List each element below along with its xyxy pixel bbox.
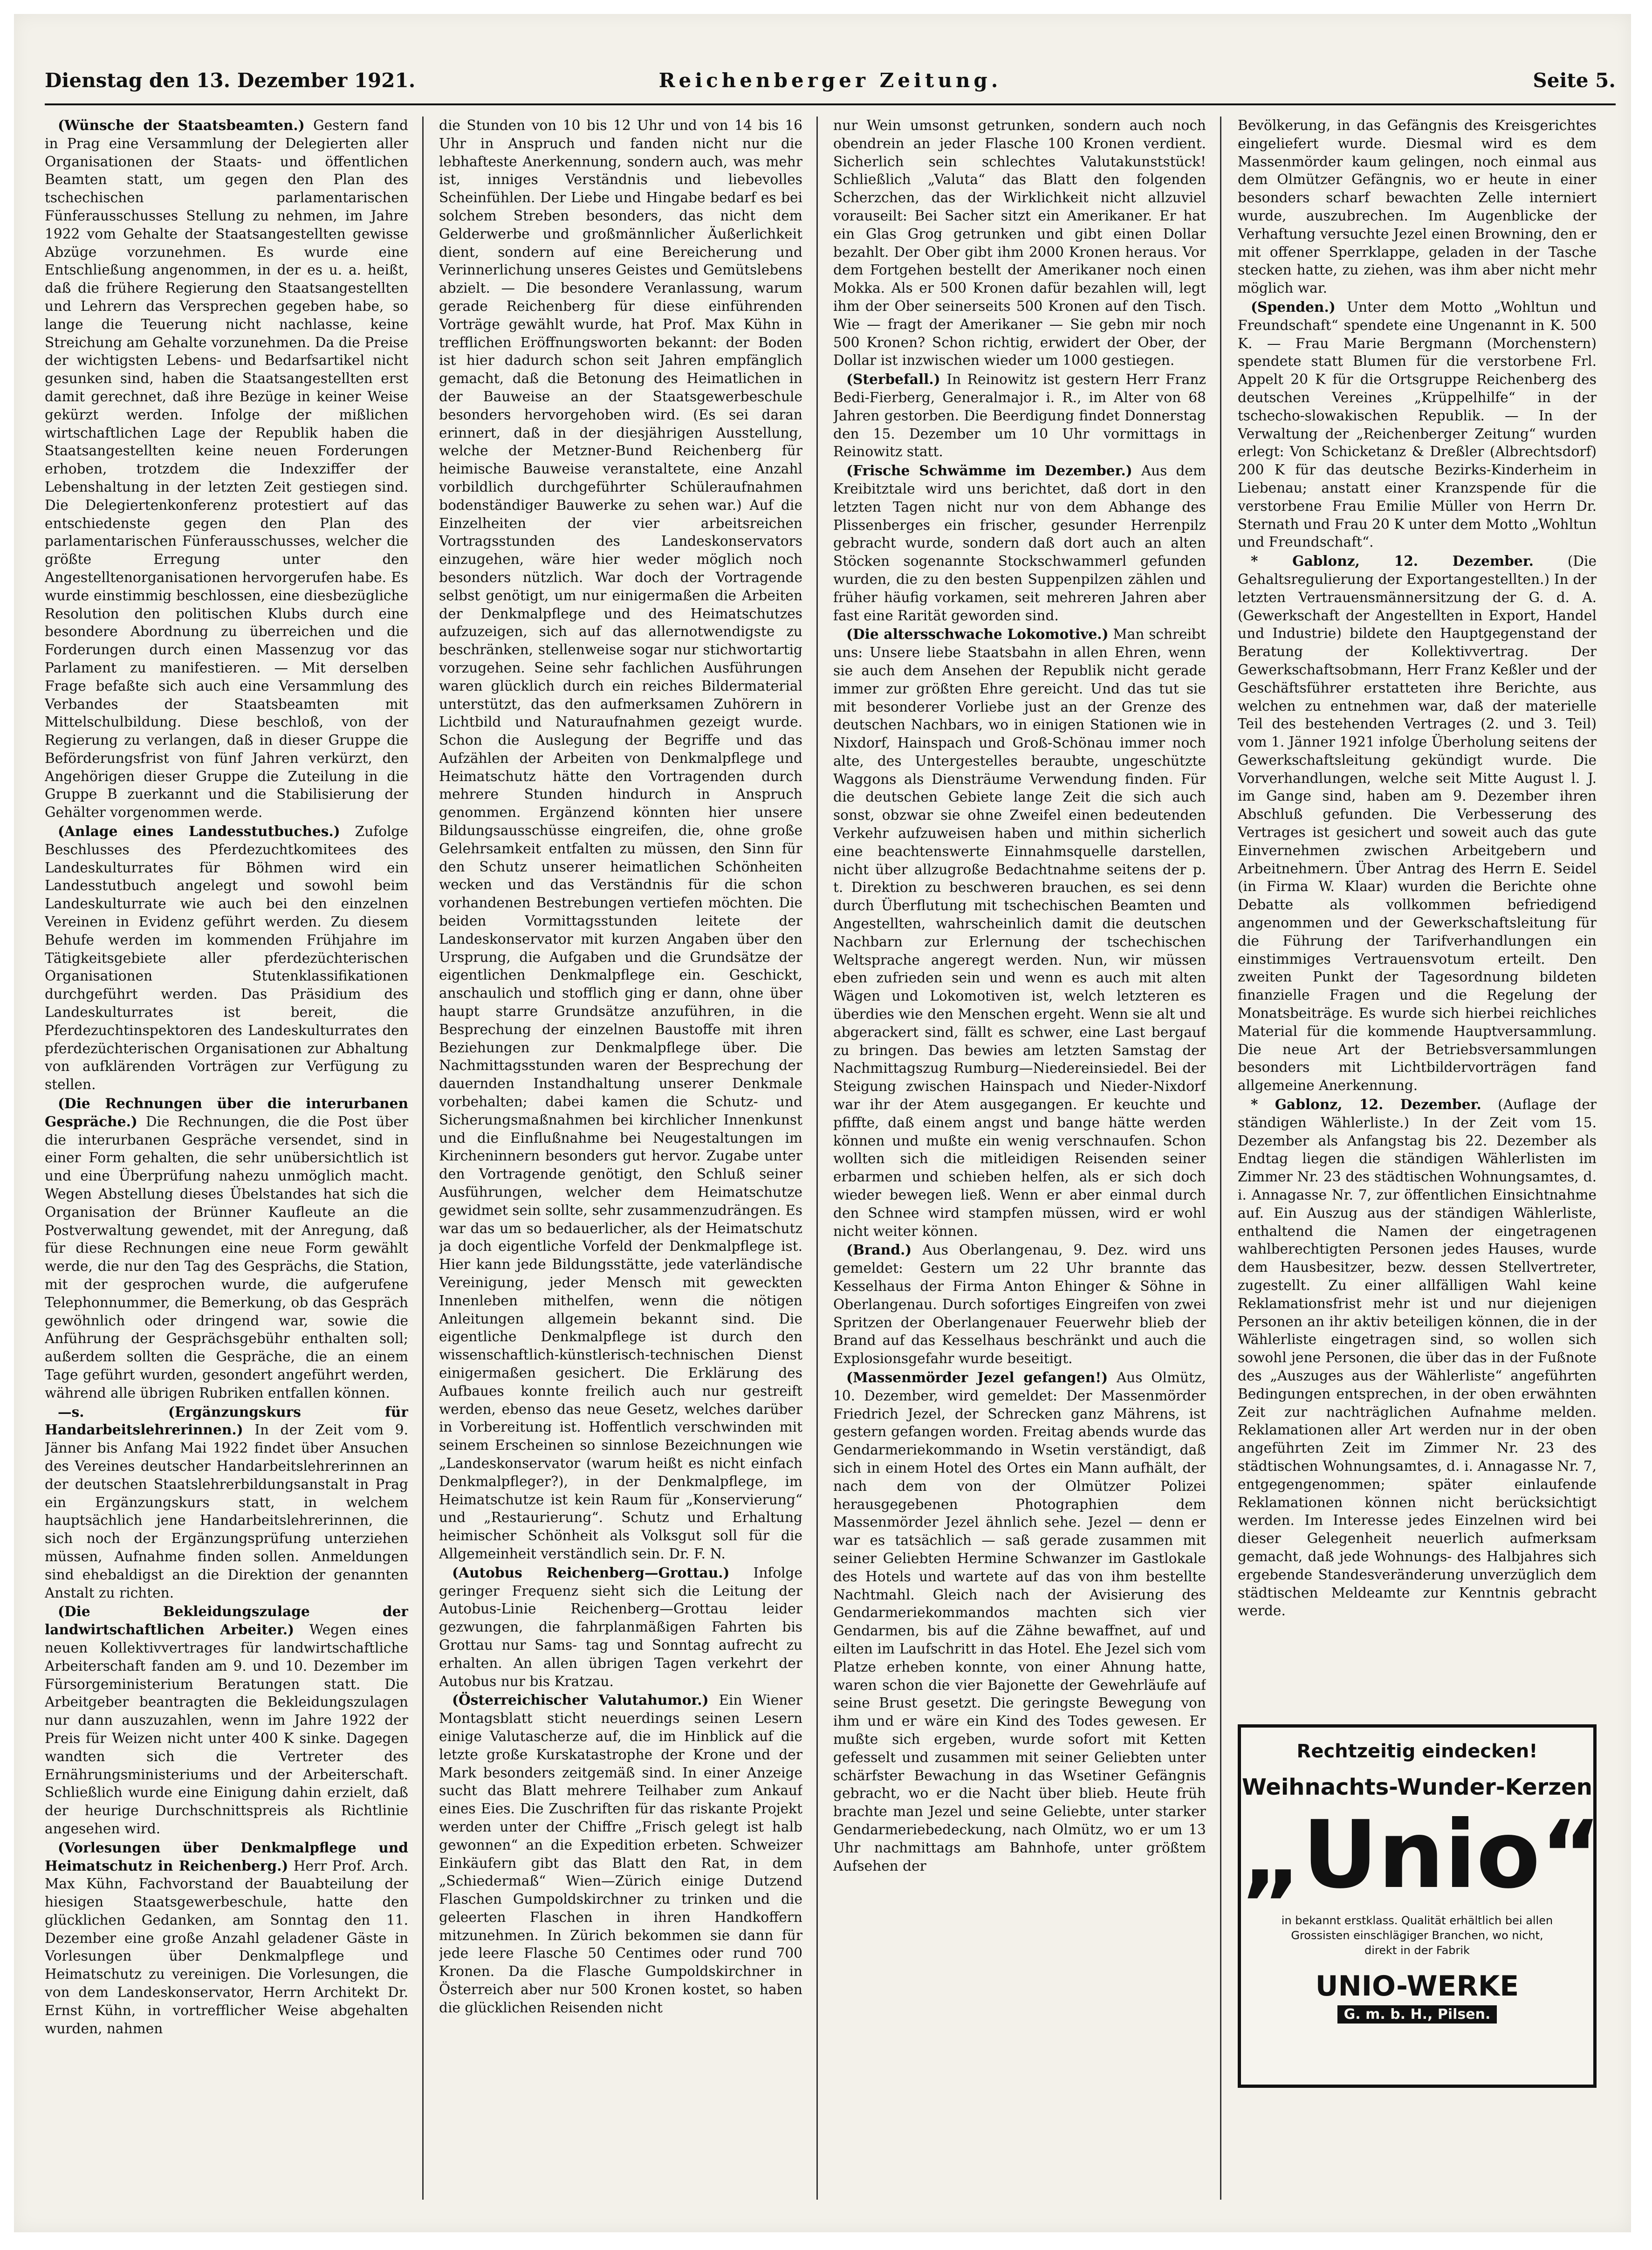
news-item-title: * Gablonz, 12. Dezember. — [1251, 553, 1534, 569]
news-item — [45, 1095, 408, 1402]
news-item-title: (Spenden.) — [1251, 298, 1336, 315]
news-item-title: (Brand.) — [846, 1242, 912, 1258]
news-item-body: Man schreibt uns: Unsere liebe Staatsbahn in allen Ehren, wenn sie auch dem Ansehen der Republik nicht gerade immer zur größten Ehre gereicht. Und das tut sie mit besonderer Vorliebe just an der Grenze des deutschen Nachbars, wo in einigen Stationen wie in Nixdorf, Hainspach und Groß-Schönau immer noch alte, des Untergestelles beraubte, ungeschützte Waggons als Diensträume Verwendung finden. Für die deutschen Gebiete lange Zeit die sich auch sonst, obzwar sie ohne Zweifel einen bedeutenden Verkehr aufzuweisen haben und mithin sicherlich eine beachtenswerte Einnahmsquelle darstellen, nicht über allzugroße Bedachtnahme seitens der p. t. Direktion zu beschweren brauchen, es sei denn durch Überflutung mit tschechischen Beamten und Angestellten, wahrscheinlich damit die deutschen Nachbarn zur Erlernung der tschechischen Weltsprache angeregt werden. Nun, wir müssen eben zufrieden sein und wenn es auch mit alten Wägen und Lokomotiven ist, welch letzteren es überdies wie den Menschen ergeht. Wenn sie alt und abgerackert sind, fällt es schwer, eine Last bergauf zu bringen. Das bewies am letzten Samstag der Nachmittagszug Rumburg—Niedereinsiedel. Bei der Steigung zwischen Hainspach und Nieder-Nixdorf war ihr der Atem ausgegangen. Er keuchte und pfiffte, daß einem angst und bange hätte werden können und mußte ein wenig verschnaufen. Schon wollten sich die mitleidigen Reisenden seiner erbarmen und schieben helfen, als er sich doch wieder bewegen ließ. Wenn er aber einmal durch den Schnee wird stampfen müssen, wird er wohl nicht weiter können. — [833, 626, 1206, 1239]
news-item-body: Infolge geringer Frequenz sieht sich die Leitung der Autobus-Linie Reichenberg—Grottau leider gezwungen, die fahrplanmäßigen Fahrten bis Grottau nur Sams- tag und Sonntag aufrecht zu erhalten. An allen übrigen Tagen verkehrt der Autobus nur bis Kratzau. — [439, 1564, 802, 1689]
news-item-body: Gestern fand in Prag eine Versammlung der Delegierten aller Organisationen der Staats- und öffentlichen Beamten statt, um gegen den Plan des tschechischen parlamentarischen Fünferausschusses Stellung zu nehmen, im Jahre 1922 vom Gehalte der Staatsangestellten gewisse Abzüge vorzunehmen. Es wurde eine Entschließung angenommen, in der es u. a. heißt, daß die frühere Regierung den Staatsangestellten und Lehrern das Versprechen gegeben habe, so lange die Teuerung nicht nachlasse, keine Streichung am Gehalte vorzunehmen. Da die Preise der wichtigsten Lebens- und Bedarfsartikel nicht gesunken sind, haben die Staatsangestellten erst damit gerechnet, daß ihre Bezüge in keiner Weise gekürzt werden. Infolge der mißlichen wirtschaftlichen Lage der Republik haben die Staatsangestellten keine neuen Forderungen erhoben, trotzdem die Indexziffer der Lebenshaltung in der letzten Zeit gestiegen sind. Die Delegiertenkonferenz protestiert auf das entschiedenste gegen den Plan des parlamentarischen Fünferausschusses, welcher die größte Erregung unter den Angestelltenorganisationen hervorgerufen habe. Es wurde einstimmig beschlossen, eine diesbezügliche Resolution den politischen Klubs durch eine besondere Abordnung zu überreichen und die Forderungen durch einen Massenzug vor das Parlament zu manifestieren. — Mit derselben Frage befaßte sich auch eine Versammlung des Verbandes der Staatsbeamten mit Mittelschulbildung. Diese beschloß, von der Regierung zu verlangen, daß in dieser Gruppe die Beförderungsfrist von fünf Jahren verkürzt, den Angehörigen dieser Gruppe die Zuteilung in die Gruppe B zuerkannt und die Stabilisierung der Gehälter vorgenommen werde. — [45, 117, 408, 821]
news-item-body: Bevölkerung, in das Gefängnis des Kreisgerichtes eingeliefert wurde. Diesmal wird es dem Massenmörder kaum gelingen, noch einmal aus dem Olmützer Gefängnis, wo er heute in einer besonders scharf bewachten Zelle interniert wurde, auszubrechen. Im Augenblicke der Verhaftung versuchte Jezel einen Browning, den er mit offener Sperrklappe, geladen in der Tasche stecken hatte, zu ziehen, was ihm aber nicht mehr möglich war. — [1238, 117, 1597, 296]
news-item-title: (Wünsche der Staatsbeamten.) — [58, 117, 305, 133]
news-item — [439, 1691, 802, 2017]
ad-company: UNIO-WERKE — [1315, 1970, 1519, 2003]
advertisement-unio — [1238, 1724, 1602, 2088]
news-item — [833, 370, 1206, 461]
ad-location: G. m. b. H., Pilsen. — [1337, 2005, 1497, 2024]
news-item — [45, 823, 408, 1094]
news-item-title: (Die altersschwache Lokomotive.) — [846, 626, 1109, 643]
news-item-body: In der Zeit vom 9. Jänner bis Anfang Mai 1922 findet über Ansuchen des Vereines deutscher Handarbeitslehrerinnen an der deutschen Staatslehrerbildungsanstalt in Prag ein Ergänzungskurs statt, in welchem hauptsächlich jene Handarbeitslehrerinnen, die sich noch der Ergänzungsprüfung unterziehen müssen, Aufnahme finden sollen. Anmeldungen sind ehebaldigst an die Direktion der genannten Anstalt zu richten. — [45, 1422, 408, 1601]
column-1 — [45, 117, 408, 2204]
news-item-body: Die Rechnungen, die die Post über die interurbanen Gespräche versendet, sind in einer Form gehalten, die sehr unübersichtlich ist und eine Überprüfung nahezu unmöglich macht. Wegen Abstellung dieses Übelstandes hat sich die Organisation der Brünner Kaufleute an die Postverwaltung gewendet, mit der Anregung, daß für diese Rechnungen eine neue Form gewählt werde, die nur den Tag des Gesprächs, die Station, mit der gesprochen wurde, die aufgerufene Telephonnummer, die Bemerkung, ob das Gespräch gewöhnlich oder dringend war, sowie die Anführung der Gesprächsgebühr enthalten soll; außerdem sollten die Gespräche, die an einem Tage geführt wurden, gesondert angeführt werden, während alle übrigen Rubriken entfallen können. — [45, 1113, 408, 1401]
news-item-title: * Gablonz, 12. Dezember. — [1251, 1096, 1481, 1113]
news-item-title: (Die Bekleidungszulage der landwirtschaftlichen Arbeiter.) — [45, 1603, 408, 1638]
news-item — [1238, 552, 1597, 1095]
ad-product: Weihnachts-Wunder-Kerzen — [1242, 1774, 1592, 1800]
news-item-body: Herr Prof. Arch. Max Kühn, Fachvorstand der Bauabteilung der hiesigen Staatsgewerbeschule, hatte den glücklichen Gedanken, am Sonntag den 11. Dezember eine große Anzahl geladener Gäste in Vorlesungen über Denkmalpflege und Heimatschutz zu vereinigen. Die Vorlesungen, die von dem Landeskonservator, Herrn Architekt Dr. Ernst Kühn, in vortrefflicher Weise abgehalten wurden, nahmen — [45, 1858, 408, 2037]
news-item-body: die Stunden von 10 bis 12 Uhr und von 14 bis 16 Uhr in Anspruch und fanden nicht nur die lebhafteste Anerkennung, sondern auch, was mehr ist, inniges Verständnis und liebevolles Scheinfühlen. Der Liebe und Hingabe bedarf es bei solchem Streben besonders, das nicht dem Gelderwerbe und großmännlicher Äußerlichkeit dient, sondern auf eine Bereicherung und Verinnerlichung unseres Geistes und Gemütslebens abzielt. — Die besondere Veranlassung, warum gerade Reichenberg für diese einführenden Vorträge gewählt wurde, hat Prof. Max Kühn in trefflichen Eröffnungsworten bekannt: der Boden ist hier dadurch schon seit Jahren empfänglich gemacht, daß die Betonung des Heimatlichen in der Bauweise an der Staatsgewerbeschule besonders hervorgehoben wird. (Es sei daran erinnert, daß in der diesjährigen Ausstellung, welche der Metzner-Bund Reichenberg für heimische Bauweise veranstaltete, eine Anzahl vorbildlich durchgeführter Schüleraufnahmen bodenständiger Bauwerke zu sehen war.) Auf die Einzelheiten der vier arbeitsreichen Vortragsstunden des Landeskonservators einzugehen, wäre hier weder möglich noch besonders nützlich. War doch der Vortragende selbst genötigt, um nur einigermaßen die Arbeiten der Denkmalpflege und des Heimatschutzes aufzuzeigen, sich auf das allernotwendigste zu beschränken, stellenweise sogar nur stichwortartig vorzugehen. Seine sehr fachlichen Ausführungen waren glücklich durch ein reiches Bildermaterial unterstützt, das den aufmerksamen Zuhörern in Lichtbild und Naturaufnahmen gezeigt wurde. Schon die Auslegung der Begriffe und das Aufzählen der Arbeiten von Denkmalpflege und Heimatschutz hätte den Vortragenden durch mehrere Stunden hindurch in Anspruch genommen. Ergänzend könnten hier unsere Bildungsausschüsse eingreifen, die, ohne große Gelehrsamkeit entfalten zu müssen, den Sinn für den Schutz unserer heimatlichen Schönheiten wecken und das Verständnis für die schon vorhandenen Bestrebungen vertiefen möchten. Die beiden Vormittagsstunden leitete der Landeskonservator mit kurzen Angaben über den Ursprung, die Aufgaben und die Grundsätze der eigentlichen Denkmalpflege ein. Geschickt, anschaulich und stofflich ging er dann, ohne über haupt starre Grundsätze anzuführen, in die Besprechung der einzelnen Baustoffe mit ihren Beziehungen zur Denkmalpflege über. Die Nachmittagsstunden waren der Besprechung der dauernden Instandhaltung unserer Denkmale vorbehalten; dabei kamen die Schutz- und Sicherungsmaßnahmen bei kirchlicher Innenkunst und die Einflußnahme bei Neugestaltungen im Kircheninnern besonders gut hervor. Zugabe unter den Vortragende genötigt, den Schluß seiner Ausführungen, welcher dem Heimatschutze gewidmet sein sollte, sehr zusammenzudrängen. Es war das um so bedauerlicher, als der Heimatschutz ja doch eigentliche Vorfeld der Denkmalpflege ist. Hier kann jede Bildungsstätte, jede vaterländische Vereinigung, jeder Mensch mit geweckten Innenleben mithelfen, wenn die nötigen Anleitungen allgemein bekannt sind. Die eigentliche Denkmalpflege ist durch den wissenschaftlich-künstlerisch-technischen Dienst einigermaßen gesichert. Die Erklärung des Aufbaues konnte freilich auch nur gestreift werden, ebenso das neue Gesetz, welches darüber in Vorbereitung ist. Hoffentlich verschwinden mit seinem Erscheinen so sinnlose Bezeichnungen wie „Landeskonservator (warum heißt es nicht einfach Denkmalpfleger?), in der Denkmalpflege, im Heimatschutze ist kein Raum für „Konservierung“ und „Restaurierung“. Schutz und Erhaltung heimischer Schönheit als Volksgut soll für die Allgemeinheit verständlich sein. Dr. F. N. — [439, 117, 802, 1562]
news-item-title: (Österreichischer Valutahumor.) — [452, 1692, 709, 1708]
news-item-body: Aus Oberlangenau, 9. Dez. wird uns gemeldet: Gestern um 22 Uhr brannte das Kesselhaus der Firma Anton Ehinger & Söhne in Oberlangenau. Durch sofortiges Eingreifen von zwei Spritzen der Oberlangenauer Feuerwehr blieb der Brand auf das Kesselhaus beschränkt und auch die Explosionsgefahr wurde beseitigt. — [833, 1242, 1206, 1367]
news-item-title: —s. (Ergänzungskurs für Handarbeitslehrerinnen.) — [45, 1403, 408, 1438]
column-4 — [1238, 117, 1597, 1692]
news-item-body: (Die Gehaltsregulierung der Exportangestellten.) In der letzten Vertrauensmännersitzung der G. d. A. (Gewerkschaft der Angestellten in Export, Handel und Industrie) bildete den Hauptgegenstand der Beratung der Kollektivvertrag. Der Gewerkschaftsobmann, Herr Franz Keßler und der Geschäftsführer erstatteten ihre Berichte, aus welchen zu entnehmen war, daß der materielle Teil des bestehenden Vertrages (2. und 3. Teil) vom 1. Jänner 1921 infolge Überholung seitens der Gewerkschaftsleitung gekündigt wurde. Die Vorverhandlungen, welche seit Mitte August l. J. im Gange sind, haben am 9. Dezember ihren Abschluß gefunden. Die Verbesserung des Vertrages ist gesichert und soweit auch das gute Einvernehmen zwischen Arbeitgebern und Arbeitnehmern. Über Antrag des Herrn E. Seidel (in Firma W. Klaar) wurden die Berichte ohne Debatte als vollkommen befriedigend angenommen und der Gewerkschaftsleitung für die Führung der Tarifverhandlungen ein einstimmiges Vertrauensvotum erteilt. Den zweiten Punkt der Tagesordnung bildeten finanzielle Fragen und die Regelung der Monatsbeiträge. Es wurde sich hierbei reichliches Material für die kommende Hauptversammlung. Die neue Art der Betriebsversammlungen besonders mit Lichtbildervorträgen fand allgemeine Anerkennung. — [1238, 553, 1597, 1094]
column-divider — [1220, 117, 1221, 2200]
header-divider — [45, 103, 1616, 105]
news-item — [833, 1369, 1206, 1875]
column-2 — [439, 117, 802, 2204]
news-item — [833, 625, 1206, 1240]
news-item — [45, 117, 408, 822]
news-item-body: Aus Olmütz, 10. Dezember, wird gemeldet: Der Massenmörder Friedrich Jezel, der Schrecken ganz Mährens, ist gestern gefangen worden. Freitag abends wurde das Gendarmeriekommando in Wsetin verständigt, daß sich in einem Hotel des Ortes ein Mann aufhält, der nach dem von der Olmützer Polizei herausgegebenen Photographien dem Massenmörder Jezel ähnlich sehe. Jezel — denn er war es tatsächlich — saß gerade zusammen mit seiner Geliebten Hermine Schwanzer im Gastlokale des Hotels und wartete auf das von ihm bestellte Nachtmahl. Gleich nach der Avisierung des Gendarmeriekommandos machten sich vier Gendarmen, bis auf die Zähne bewaffnet, auf und eilten im Laufschritt in das Hotel. Ehe Jezel sich vom Platze erheben konnte, von einer Ahnung hatte, waren schon die vier Bajonette der Gewehrläufe auf seine Brust gesetzt. Die geringste Bewegung von ihm und er wäre ein Kind des Todes gewesen. Er mußte sich ergeben, wurde sofort mit Ketten gefesselt und zusammen mit seiner Geliebten unter schärfster Bewachung in das Wsetiner Gefängnis gebracht, wo er die Nacht über blieb. Heute früh brachte man Jezel und seine Geliebte, unter starker Gendarmeriebedeckung, nach Olmütz, wo er um 13 Uhr nachmittags am Bahnhofe, unter größtem Aufsehen der — [833, 1369, 1206, 1874]
news-item-title: (Vorlesungen über Denkmalpflege und Heimatschutz in Reichenberg.) — [45, 1839, 408, 1874]
news-item-body: Zufolge Beschlusses des Pferdezuchtkomitees des Landeskulturrates für Böhmen wird ein Landesstutbuch angelegt und sowohl beim Landeskulturrate wie auch bei den einzelnen Vereinen in Evidenz geführt werden. Zu diesem Behufe werden im kommenden Frühjahre im Tätigkeitsgebiete aller pferdezüchterischen Organisationen Stutenklassifikationen durchgeführt werden. Das Präsidium des Landeskulturrates ist bereit, die Pferdezuchtinspektoren des Landeskulturrates den pferdezüchterischen Organisationen zur Abhaltung von aufklärenden Vorträgen zur Verfügung zu stellen. — [45, 823, 408, 1093]
news-item — [833, 1241, 1206, 1368]
column-divider — [422, 117, 424, 2200]
news-item-body: Aus dem Kreibitztale wird uns berichtet, daß dort in den letzten Tagen nicht nur von dem Abhange des Plissenberges ein frischer, gesunder Herrenpilz gebracht wurde, sondern daß dort auch an alten Stöcken sogenannte Stockschwammerl gefunden wurden, die zu den besten Suppenpilzen zählen und früher häufig vorkamen, seit mehreren Jahren aber fast eine Rarität geworden sind. — [833, 463, 1206, 624]
ad-brand: „Unio“ — [1241, 1801, 1602, 1909]
news-item-title: (Massenmörder Jezel gefangen!) — [846, 1369, 1108, 1386]
news-item-body: Ein Wiener Montagsblatt sticht neuerdings seinen Lesern einige Valutascherze auf, die im Hinblick auf die letzte große Kurskatastrophe der Krone und der Mark besonders zeitgemäß sind. In einer Anzeige sucht das Blatt mehrere Teilhaber zum Ankauf eines Eies. Die Zuschriften für das riskante Projekt werden unter der Chiffre „Frisch gelegt ist halb gewonnen“ an die Expedition erbeten. Schweizer Einkäufern gibt das Blatt den Rat, in dem „Schiedermaß“ Wien—Zürich einige Dutzend Flaschen Gumpoldskirchner zu trinken und die geleerten Flaschen in ihren Handkoffern mitzunehmen. In Zürich bekommen sie dann für jede leere Flasche 50 Centimes oder rund 700 Kronen. Da die Flasche Gumpoldskirchner in Österreich aber nur 500 Kronen kostet, so haben die glücklichen Reisenden nicht — [439, 1692, 802, 2016]
news-item — [439, 1564, 802, 1691]
news-item-title: (Die Rechnungen über die interurbanen Gespräche.) — [45, 1095, 408, 1130]
news-item-title: (Anlage eines Landesstutbuches.) — [58, 823, 340, 840]
news-item-title: (Frische Schwämme im Dezember.) — [846, 462, 1132, 479]
masthead — [45, 69, 1616, 97]
news-item — [1238, 298, 1597, 551]
column-3 — [833, 117, 1206, 2204]
column-divider — [816, 117, 818, 2200]
issue-date: Dienstag den 13. Dezember 1921. — [45, 69, 416, 92]
news-item-body: In Reinowitz ist gestern Herr Franz Bedi-Fierberg, Generalmajor i. R., im Alter von 68 Jahren gestorben. Die Beerdigung findet Donnerstag den 15. Dezember um 10 Uhr vormittags in Reinowitz statt. — [833, 371, 1206, 460]
news-item-continued — [833, 117, 1206, 370]
ad-headline: Rechtzeitig eindecken! — [1296, 1741, 1538, 1762]
news-item — [1238, 1096, 1597, 1620]
news-item — [45, 1403, 408, 1602]
news-item-body: Unter dem Motto „Wohltun und Freundschaft“ spendete eine Ungenannt in K. 500 K. — Frau Marie Bergmann (Morchenstern) spendete statt Blumen für die verstorbene Frl. Appelt 20 K für die Ortsgruppe Reichenberg des deutschen Vereines „Krüppelhilfe“ in der tschecho-slowakischen Republik. — In der Verwaltung der „Reichenberger Zeitung“ wurden erlegt: Von Schicketanz & Dreßler (Albrechtsdorf) 200 K für das deutsche Bezirks-Kinderheim in Liebenau; anstatt einer Kranzspende für die verstorbene Frau Emilie Müller von Herrn Dr. Sternath und Frau 20 K unter dem Motto „Wohltun und Freundschaft“. — [1238, 299, 1597, 550]
news-item-title: (Sterbefall.) — [846, 371, 940, 388]
newspaper-title: Reichenberger Zeitung. — [658, 69, 1002, 92]
news-item-body: Wegen eines neuen Kollektivvertrages für landwirtschaftliche Arbeiterschaft fanden am 9. und 10. Dezember im Fürsorgeministerium Beratungen statt. Die Arbeitgeber beantragten die Bekleidungszulagen nur dann auszuzahlen, wenn im Jahre 1922 der Preis für Weizen nicht unter 400 K sinke. Dagegen wandten sich die Vertreter des Ernährungsministeriums und der Arbeiterschaft. Schließlich wurde eine Einigung dahin erzielt, daß der heurige Durchschnittspreis als Richtlinie angesehen wird. — [45, 1622, 408, 1837]
news-item — [45, 1603, 408, 1838]
news-item-body: nur Wein umsonst getrunken, sondern auch noch obendrein an jeder Flasche 100 Kronen verdient. Sicherlich sein schlechtes Valutakunststück! Schließlich „Valuta“ das Blatt den folgenden Scherzchen, das der Wirklichkeit nicht allzuviel vorauseilt: Bei Sacher sitzt ein Amerikaner. Er hat ein Glas Grog getrunken und gibt einen Dollar bezahlt. Der Ober gibt ihm 2000 Kronen heraus. Vor dem Fortgehen bestellt der Amerikaner noch einen Mokka. Als er 500 Kronen dafür bezahlen will, legt ihm der Ober seinerseits 500 Kronen auf den Tisch. Wie — fragt der Amerikaner — Sie gebn mir noch 500 Kronen? Schon richtig, erwidert der Ober, der Dollar ist inzwischen wieder um 1000 gestiegen. — [833, 117, 1206, 369]
news-item-title: (Autobus Reichenberg—Grottau.) — [452, 1564, 730, 1581]
news-item — [833, 462, 1206, 624]
news-item — [45, 1839, 408, 2038]
ad-description: in bekannt erstklass. Qualität erhältlich bei allen Grossisten einschlägiger Branchen, wo nicht, direkt in der Fabrik — [1281, 1914, 1553, 1957]
news-item-continued — [439, 117, 802, 1563]
news-item-continued — [1238, 117, 1597, 297]
page-number: Seite 5. — [1533, 69, 1616, 92]
news-item-body: (Auflage der ständigen Wählerliste.) In der Zeit vom 15. Dezember als Anfangstag bis 22. Dezember als Endtag liegen die ständigen Wählerlisten im Zimmer Nr. 23 des städtischen Wohnungsamtes, d. i. Annagasse Nr. 7, zur öffentlichen Einsichtnahme auf. Ein Auszug aus der ständigen Wählerliste, enthaltend die Namen der eingetragenen wahlberechtigten Personen jedes Hauses, wurde dem Hausbesitzer, bezw. dessen Stellvertreter, zugestellt. Zu einer allfälligen Wahl keine Reklamationsfrist mehr ist und nur diejenigen Personen an ihr aktiv beteiligen können, die in der Wählerliste eingetragen sind, so wollen sich sowohl jene Personen, die über das in der Fußnote des „Auszuges aus der Wählerliste“ angeführten Bedingungen entsprechen, in der oben erwähnten Zeit zur nachträglichen Aufnahme melden. Reklamationen aller Art werden nur in der oben angeführten Zeit im Zimmer Nr. 23 des städtischen Wohnungsamtes, d. i. Annagasse Nr. 7, entgegengenommen; später einlaufende Reklamationen können nicht berücksichtigt werden. Im Interesse jedes Einzelnen wird bei dieser Gelegenheit neuerlich aufmerksam gemacht, daß jede Wohnungs- des Halbjahres sich ergebende Standesveränderung unverzüglich dem städtischen Meldeamte zur Kenntnis gebracht werde. — [1238, 1097, 1597, 1619]
